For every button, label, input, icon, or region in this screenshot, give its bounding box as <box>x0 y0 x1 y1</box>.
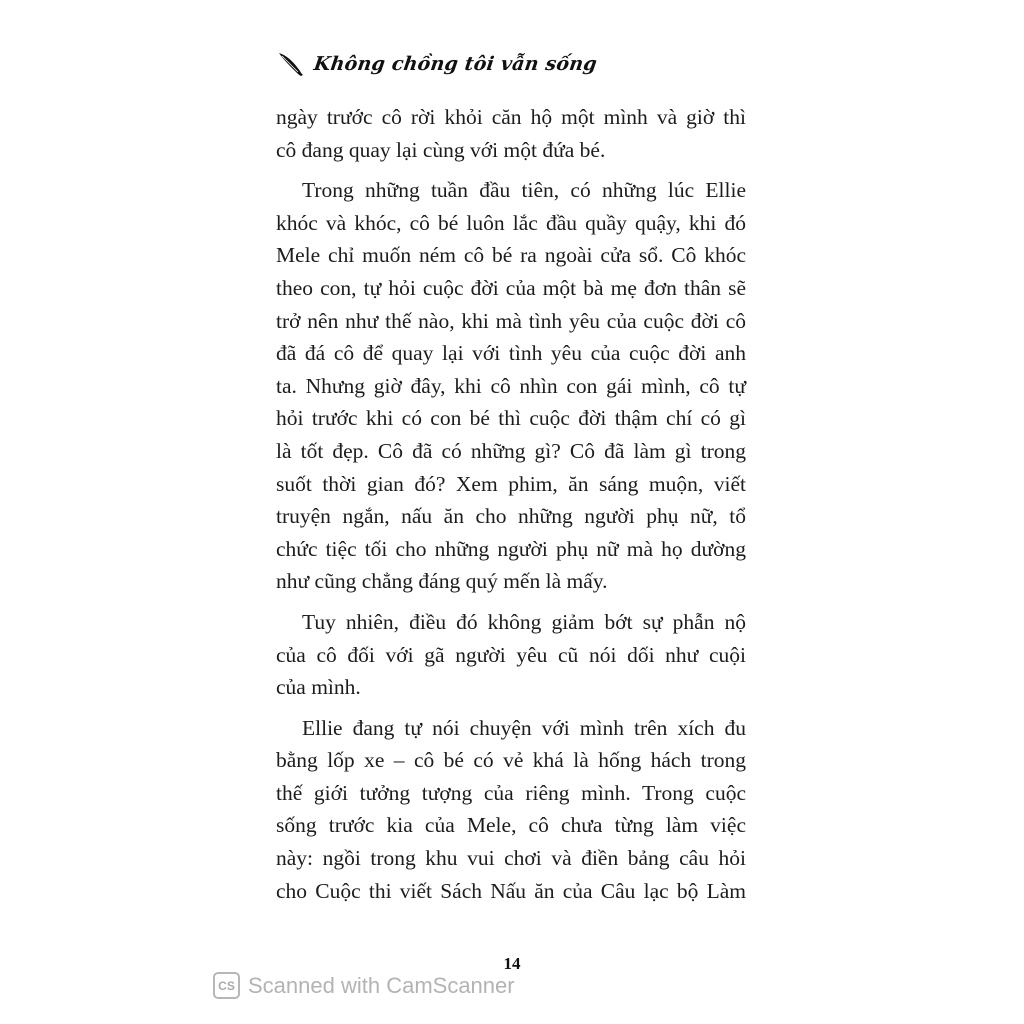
text-line: của mình. <box>276 675 361 700</box>
text-line: Trong những tuần đầu tiên, có những lúc Ellie <box>302 178 746 203</box>
paragraph <box>276 101 746 166</box>
text-line: như cũng chẳng đáng quý mến là mấy. <box>276 569 608 594</box>
body-text <box>276 101 746 907</box>
paragraph <box>276 712 746 908</box>
text-line: là tốt đẹp. Cô đã có những gì? Cô đã làm gì trong <box>276 438 746 463</box>
camscanner-logo-icon: CS <box>213 972 240 999</box>
paragraph <box>276 606 746 704</box>
text-line: suốt thời gian đó? Xem phim, ăn sáng muộn, viết <box>276 471 746 496</box>
text-line: truyện ngắn, nấu ăn cho những người phụ nữ, tổ <box>276 504 746 529</box>
running-header <box>276 46 597 82</box>
running-title: Không chồng tôi vẫn sống <box>312 53 599 75</box>
text-line: hỏi trước khi có con bé thì cuộc đời thậm chí có gì <box>276 406 746 431</box>
text-line: trở nên như thế nào, khi mà tình yêu của cuộc đời cô <box>276 308 746 333</box>
text-line: thế giới tưởng tượng của riêng mình. Trong cuộc <box>276 780 746 805</box>
text-line: theo con, tự hỏi cuộc đời của một bà mẹ đơn thân sẽ <box>276 275 746 300</box>
scanner-watermark <box>213 972 515 999</box>
quill-icon <box>276 49 306 79</box>
text-line: đã đá cô để quay lại với tình yêu của cuộc đời anh <box>276 341 746 366</box>
text-line: ngày trước cô rời khỏi căn hộ một mình và giờ thì <box>276 105 746 129</box>
text-line: sống trước kia của Mele, cô chưa từng làm việc <box>276 813 746 838</box>
text-line: khóc và khóc, cô bé luôn lắc đầu quầy quậy, khi đó <box>276 210 746 235</box>
text-line: cô đang quay lại cùng với một đứa bé. <box>276 137 606 162</box>
text-line: của cô đối với gã người yêu cũ nói dối như cuội <box>276 642 746 667</box>
watermark-text: Scanned with CamScanner <box>248 972 515 998</box>
page-number: 14 <box>503 954 521 973</box>
text-line: bằng lốp xe – cô bé có vẻ khá là hống hách trong <box>276 748 746 773</box>
text-line: Ellie đang tự nói chuyện với mình trên xích đu <box>302 715 746 740</box>
text-line: cho Cuộc thi viết Sách Nấu ăn của Câu lạc bộ Làm <box>276 878 746 903</box>
text-line: này: ngồi trong khu vui chơi và điền bảng câu hỏi <box>276 846 746 871</box>
text-line: ta. Nhưng giờ đây, khi cô nhìn con gái mình, cô tự <box>276 373 746 398</box>
paragraph <box>276 174 746 598</box>
text-line: Mele chỉ muốn ném cô bé ra ngoài cửa sổ. Cô khóc <box>276 243 746 268</box>
text-line: Tuy nhiên, điều đó không giảm bớt sự phẫn nộ <box>302 609 746 634</box>
text-line: chức tiệc tối cho những người phụ nữ mà họ dường <box>276 536 746 561</box>
